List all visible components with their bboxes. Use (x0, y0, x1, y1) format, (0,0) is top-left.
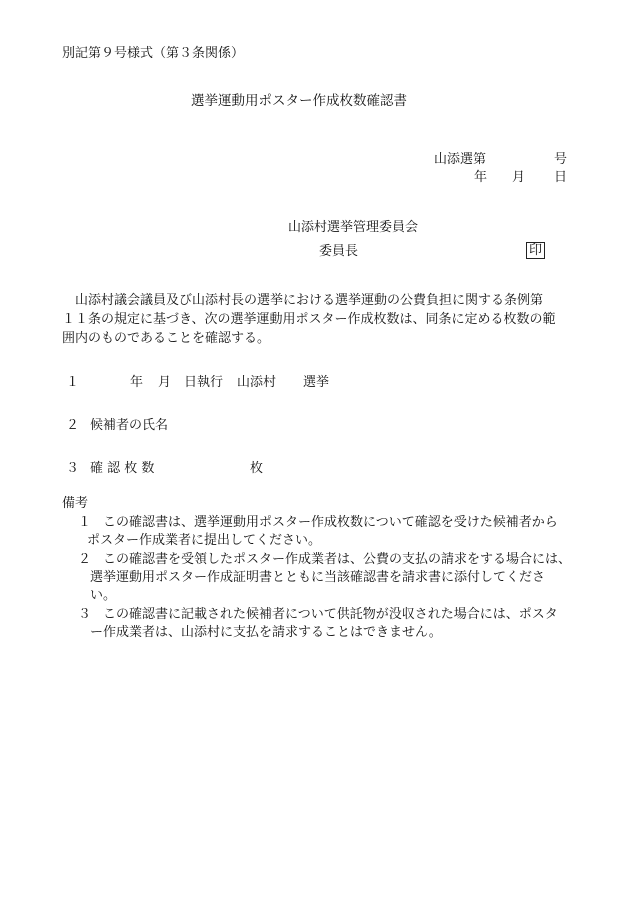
note-3-line-1: この確認書に記載された候補者について供託物が没収された場合には、ポスタ (103, 607, 558, 622)
document-title: 選挙運動用ポスター作成枚数確認書 (191, 93, 407, 109)
seal-mark: 印 (526, 242, 545, 259)
item-2-label: 候補者の氏名 (90, 418, 169, 433)
body-line-3: 囲内のものであることを確認する。 (62, 331, 271, 346)
item-1-month: 月 (158, 375, 172, 390)
issuer-role: 委員長 (319, 244, 359, 259)
note-2-line-2: 選挙運動用ポスター作成証明書とともに当該確認書を請求書に添付してくださ (90, 570, 546, 585)
issuer-organization: 山添村選挙管理委員会 (288, 220, 419, 235)
form-label: 別記第９号様式（第３条関係） (62, 46, 245, 61)
body-line-1: 山添村議会議員及び山添村長の選挙における選挙運動の公費負担に関する条例第 (75, 293, 544, 308)
note-3-number: ３ (78, 607, 92, 622)
issuance-month: 月 (512, 170, 526, 185)
item-1-number: １ (66, 375, 80, 390)
item-1-day-exec: 日執行 (184, 375, 224, 390)
note-2-number: ２ (78, 552, 92, 567)
note-1-line-2: ポスター作成業者に提出してください。 (87, 533, 322, 548)
issuance-number-suffix: 号 (554, 152, 568, 167)
item-3-label: 確 認 枚 数 (90, 461, 155, 476)
note-1-number: １ (78, 515, 92, 530)
issuance-year: 年 (474, 170, 488, 185)
notes-heading: 備考 (62, 496, 89, 511)
issuance-day: 日 (554, 170, 568, 185)
item-3-number: ３ (66, 461, 80, 476)
item-2-number: ２ (66, 418, 80, 433)
note-2-line-1: この確認書を受領したポスター作成業者は、公費の支払の請求をする場合には、 (103, 552, 572, 567)
note-1-line-1: この確認書は、選挙運動用ポスター作成枚数について確認を受けた候補者から (103, 515, 558, 530)
issuance-number-prefix: 山添選第 (434, 152, 487, 167)
note-2-line-3: い。 (90, 588, 117, 603)
item-3-unit: 枚 (250, 461, 264, 476)
item-1-election: 選挙 (303, 375, 330, 390)
item-1-village: 山添村 (237, 375, 277, 390)
item-1-year: 年 (130, 375, 144, 390)
note-3-line-2: ー作成業者は、山添村に支払を請求することはできません。 (90, 625, 442, 640)
body-line-2: １１条の規定に基づき、次の選挙運動用ポスター作成枚数は、同条に定める枚数の範 (62, 312, 556, 327)
